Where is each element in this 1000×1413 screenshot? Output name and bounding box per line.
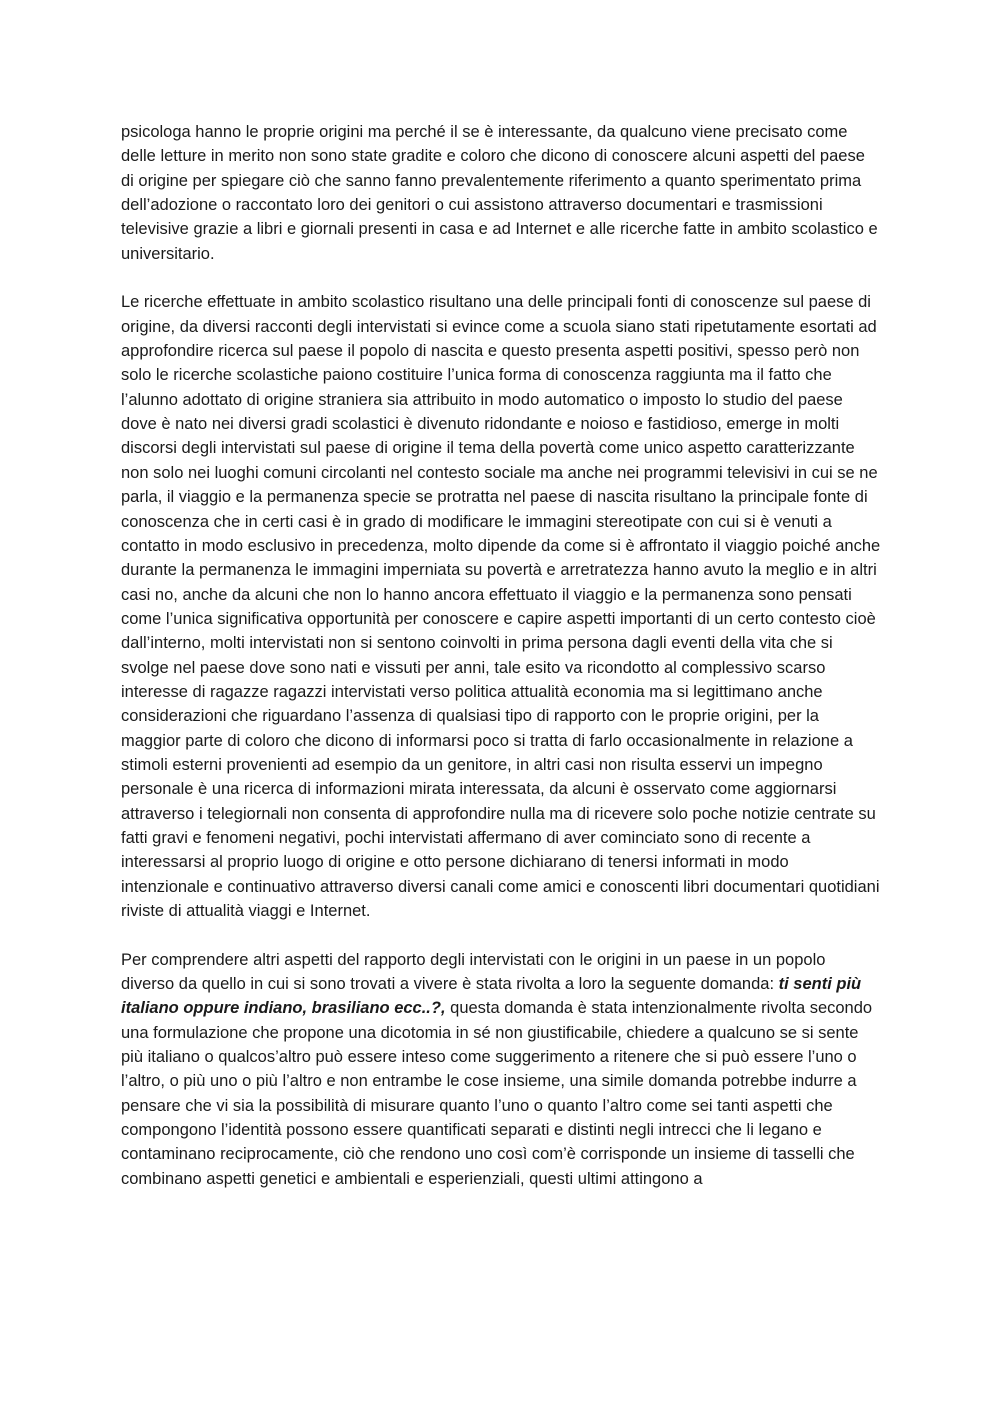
paragraph-spacer [121, 266, 881, 290]
interview-question: ti senti più italiano oppure indiano, brasiliano ecc..?, [121, 975, 862, 1018]
paragraph-3-intro: Per comprendere altri aspetti del rapporto degli intervistati con le origini in un paese in un popolo diverso da quello in cui si sono trovati a vivere è stata rivolta a loro la seguente domanda: [121, 950, 826, 994]
paragraph-3-continuation: questa domanda è stata intenzionalmente rivolta secondo una formulazione che propone una dicotomia in sé non giustificabile, chiedere a qualcuno se si sente più italiano o qualcos’altro può essere inteso come suggerimento a ritenere che si può essere l’uno o l’altro, o più uno o più l’altro e non entrambe le cose insieme, una simile domanda potrebbe indurre a pensare che vi sia la possibilità di misurare quanto l’uno o quanto l’altro come sei tanti aspetti che compongono l’identità possono essere quantificati separati e distinti negli intrecci che li legano e contaminano reciprocamente, ciò che rendono uno così com’è corrisponde un insieme di tasselli che combinano aspetti genetici e ambientali e esperienziali, questi ultimi attingono a [121, 999, 873, 1188]
paragraph-1: psicologa hanno le proprie origini ma perché il se è interessante, da qualcuno viene precisato come delle letture in merito non sono state gradite e coloro che dicono di conoscere alcuni aspetti del paese di origine per spiegare ciò che sanno fanno prevalentemente riferimento a quanto sperimentato prima dell’adozione o raccontato loro dei genitori o cui assistono attraverso documentari e trasmissioni televisive grazie a libri e giornali presenti in casa e ad Internet e alle ricerche fatte in ambito scolastico e universitario. [121, 123, 878, 263]
paragraph-2: Le ricerche effettuate in ambito scolastico risultano una delle principali fonti di conoscenze sul paese di origine, da diversi racconti degli intervistati si evince come a scuola siano stati ripetutamente esortati ad approfondire ricerca sul paese il popolo di nascita e questo presenta aspetti positivi, spesso però non solo le ricerche scolastiche paiono costituire l’unica forma di conoscenza raggiunta ma il fatto che l’alunno adottato di origine straniera sia attribuito in modo automatico o imposto lo studio del paese dove è nato nei diversi gradi scolastici è divenuto ridondante e noioso e fastidioso, emerge in molti discorsi degli intervistati sul paese di origine il tema della povertà come unico aspetto caratterizzante non solo nei luoghi comuni circolanti nel contesto sociale ma anche nei programmi televisivi in cui se ne parla, il viaggio e la permanenza specie se protratta nel paese di nascita risultano la principale fonte di conoscenza che in certi casi è in grado di modificare le immagini stereotipate con cui si è venuti a contatto in modo esclusivo in precedenza, molto dipende da come si è affrontato il viaggio poiché anche durante la permanenza le immagini imperniata su povertà e arretratezza hanno avuto la meglio e in altri casi no, anche da alcuni che non lo hanno ancora effettuato il viaggio e la permanenza sono pensati come l’unica significativa opportunità per conoscere e capire aspetti importanti di un certo contesto cioè dall’interno, molti intervistati non si sentono coinvolti in prima persona dagli eventi della vita che si svolge nel paese dove sono nati e vissuti per anni, tale esito va ricondotto al complessivo scarso interesse di ragazze ragazzi intervistati verso politica attualità economia ma si legittimano anche considerazioni che riguardano l’assenza di qualsiasi tipo di rapporto con le proprie origini, per la maggior parte di coloro che dicono di informarsi poco si tratta di farlo occasionalmente in relazione a stimoli esterni provenienti ad esempio da un genitore, in altri casi non risulta esservi un impegno personale è una ricerca di informazioni mirata interessata, da alcuni è osservato come aggiornarsi attraverso i telegiornali non consenta di approfondire nulla ma di ricevere solo poche notizie centrate su fatti gravi e fenomeni negativi, pochi intervistati affermano di aver cominciato sono di recente a interessarsi al proprio luogo di origine e otto persone dichiarano di tenersi informati in modo intenzionale e continuativo attraverso diversi canali come amici e conoscenti libri documentari quotidiani riviste di attualità viaggi e Internet. [121, 293, 881, 920]
paragraph-3 [121, 948, 881, 1191]
body-text [121, 120, 881, 1191]
paragraph-spacer [121, 923, 881, 947]
